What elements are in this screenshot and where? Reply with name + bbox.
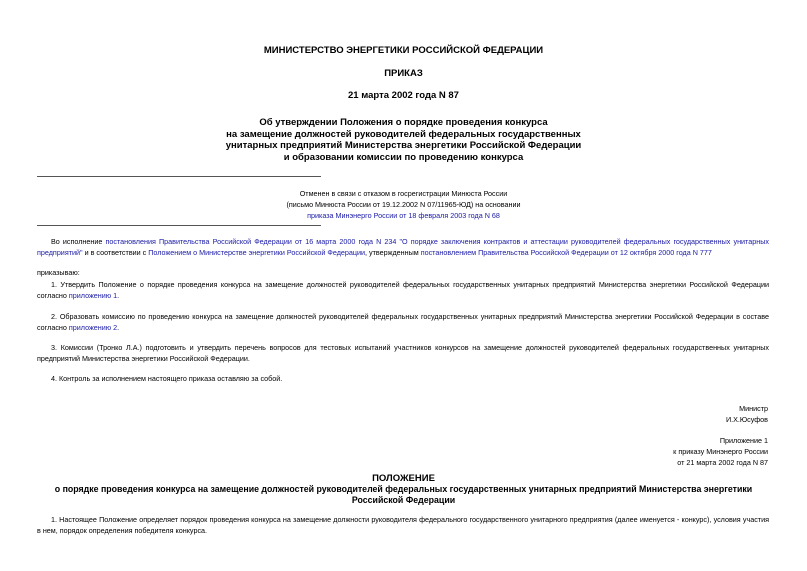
- divider-bottom: [37, 225, 321, 226]
- item-text: 1. Утвердить Положение о порядке проведения конкурса на замещение должностей руководителей федеральных государственных унитарных предприятий Министерства энергетики Российской Федерации согласно: [37, 280, 769, 301]
- divider-top: [37, 176, 321, 177]
- signature-name: И.Х.Юсуфов: [725, 415, 768, 424]
- doc-title: [0, 117, 807, 163]
- item-1-appendix-link[interactable]: приложению 1: [68, 291, 118, 301]
- appendix-line: от 21 марта 2002 года N 87: [677, 458, 768, 467]
- title-line: Об утверждении Положения о порядке проведения конкурса: [259, 117, 548, 128]
- signature-title: Министр: [739, 404, 768, 413]
- item-2-appendix-link[interactable]: приложению 2: [68, 323, 118, 333]
- item-2: 2. Образовать комиссию по проведению конкурса на замещение должностей руководителей федеральных государственных унитарных предприятий Министерства энергетики Российской Федерации в составе согласно приложению 2.: [37, 312, 769, 333]
- order-word: приказываю:: [37, 268, 80, 277]
- title-line: на замещение должностей руководителей федеральных государственных: [226, 128, 581, 140]
- preamble-text: Во исполнение: [51, 237, 106, 246]
- preamble-link-decree-234[interactable]: постановления Правительства Российской Федерации от 16 марта 2000 года N 234 "О порядке заключения контрактов и аттестации руководителей федеральных государственных унитарных предприятий": [37, 237, 769, 258]
- doc-type: ПРИКАЗ: [384, 68, 423, 79]
- appendix-line: к приказу Минэнерго России: [673, 447, 768, 456]
- item-3: 3. Комиссии (Тронко Л.А.) подготовить и утвердить перечень вопросов для тестовых испытаний участников конкурсов на замещение должностей руководителей федеральных государственных унитарных предприятий Министерства энергетики Российской Федерации.: [37, 343, 769, 364]
- item-1: 1. Утвердить Положение о порядке проведения конкурса на замещение должностей руководителей федеральных государственных унитарных предприятий Министерства энергетики Российской Федерации согласно приложению 1.: [37, 280, 769, 301]
- preamble-text: и в соответствии с: [82, 248, 149, 258]
- regulation-subtitle-line: о порядке проведения конкурса на замещение должностей руководителей федеральных государственных унитарных предприятий Министерства энергетики: [54, 484, 753, 494]
- status-link[interactable]: приказа Минэнерго России от 18 февраля 2003 года N 68: [307, 211, 500, 220]
- preamble-link-decree-777[interactable]: постановлением Правительства Российской Федерации от 12 октября 2000 года N 777: [420, 248, 712, 258]
- appendix-reference: [673, 435, 768, 468]
- regulation-heading: ПОЛОЖЕНИЕ: [372, 473, 435, 484]
- preamble: [37, 236, 769, 258]
- title-line: унитарных предприятий Министерства энергетики Российской Федерации: [225, 140, 582, 151]
- title-line: и образовании комиссии по проведению конкурса: [283, 151, 524, 163]
- doc-date-number: 21 марта 2002 года N 87: [348, 90, 459, 101]
- regulation-subtitle: [0, 484, 807, 506]
- regulation-subtitle-line: Российской Федерации: [351, 495, 456, 505]
- signature: [726, 403, 768, 425]
- appendix-line: Приложение 1: [719, 436, 768, 445]
- item-text: 2. Образовать комиссию по проведению конкурса на замещение должностей руководителей федеральных государственных унитарных предприятий Министерства энергетики Российской Федерации в составе согласно: [37, 312, 769, 333]
- ministry-heading: МИНИСТЕРСТВО ЭНЕРГЕТИКИ РОССИЙСКОЙ ФЕДЕРАЦИИ: [263, 45, 544, 56]
- regulation-paragraph-1: 1. Настоящее Положение определяет порядок проведения конкурса на замещение должности руководителя федерального государственного унитарного предприятия (далее именуется - конкурс), условия участия в нем, порядок определения победителя конкурса.: [37, 515, 769, 536]
- item-4: 4. Контроль за исполнением настоящего приказа оставляю за собой.: [51, 374, 283, 383]
- status-note: [0, 188, 807, 221]
- preamble-link-ministry-regulation[interactable]: Положением о Министерстве энергетики Российской Федерации: [148, 248, 366, 258]
- status-line: (письмо Минюста России от 19.12.2002 N 07/11965-ЮД) на основании: [286, 200, 521, 209]
- status-line: Отменен в связи с отказом в госрегистрации Минюста России: [299, 189, 508, 198]
- preamble-text: , утвержденным: [365, 248, 421, 258]
